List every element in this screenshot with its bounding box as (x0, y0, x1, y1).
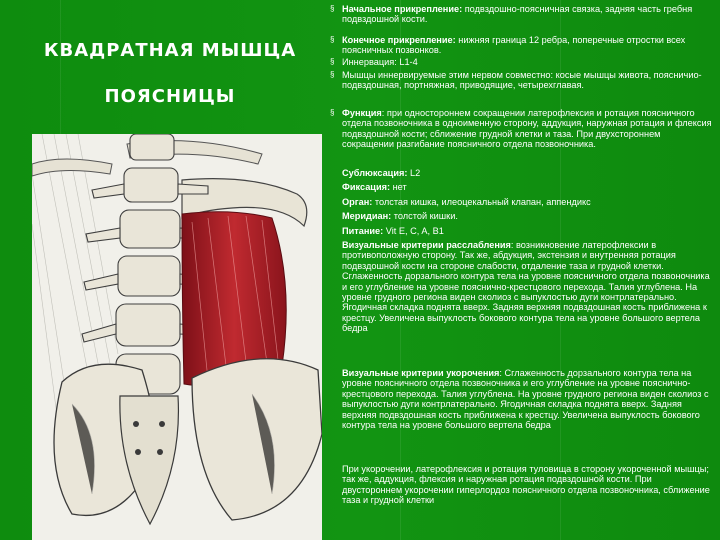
bullet-list (330, 4, 714, 150)
bullet-item (330, 35, 714, 57)
slide-title-line2: ПОЯСНИЦЫ (104, 86, 236, 107)
info-shortening-effects: При укорочении, латерофлексия и ротация туловища в сторону укороченной мышцы; так же, аддукция, флексия и наружная ротация подвздошной кости. При двустороннем укорочении гиперлордоз поясничного отдела позвоночника, сближение таза и грудной клетки (342, 464, 710, 506)
info-fixation: Фиксация: нет (342, 182, 407, 192)
bullet-item (330, 4, 714, 35)
slide-title-line1: КВАДРАТНАЯ МЫШЦА (43, 40, 297, 61)
bullet-item (330, 57, 714, 70)
spine-muscle-drawing (32, 134, 322, 540)
info-meridian: Меридиан: толстой кишки. (342, 211, 458, 221)
square-bullet-icon: § (330, 35, 335, 44)
bullet-text: Иннервация: L1-4 (342, 57, 418, 67)
info-shortening-criteria: Визуальные критерии укорочения: Сглаженность дорзального контура тела на уровне поясничного отдела позвоночника и его углубление на уровне пояснично-крестцового перехода. Талия углублена. На уровне грудного региона виден сколиоз с выпуклостью дуги контрлатерально. Ягодичная складка поднята вверх. Задняя верхняя подвздошная кость приближена к крестцу. Увеличена выпуклость бокового контура тела на уровне большого вертела бедра (342, 368, 709, 431)
bullet-label: Конечное прикрепление: (342, 35, 456, 45)
info-relaxation-criteria: Визуальные критерии расслабления: возникновение латерофлексии в противоположную сторону. Так же, абдукция, экстензия и внутренняя ротация подвздошной кости на стороне слабости, отдаление таза и грудной клетки. Сглаженность дорзального контура тела на уровне поясничного отдела позвоночника и его углубление на уровне пояснично-крестцового перехода. Талия углублена. На уровне грудного региона виден сколиоз с выпуклостью дуги контрлатерально. Ягодичная складка поднята вверх. Задняя верхняя подвздошная кость приближена к крестцу. Увеличена выпуклость бокового контура тела на уровне большого вертела бедра (342, 240, 710, 334)
square-bullet-icon: § (330, 108, 335, 117)
bullet-item (330, 70, 714, 108)
info-organ: Орган: толстая кишка, илеоцекальный клапан, аппендикс (342, 197, 591, 207)
bullet-label: Начальное прикрепление: (342, 4, 463, 14)
description-column (330, 0, 714, 540)
bullet-text: Мышцы иннервируемые этим нервом совместно: косые мышцы живота, поясничио-подвздошная, портняжная, приводящие, четырехглавая. (342, 70, 702, 91)
info-subluxation: Сублюксация: L2 (342, 168, 421, 178)
square-bullet-icon: § (330, 4, 335, 13)
bullet-item (330, 108, 714, 150)
bullet-text: подвздошно-поясничная связка, задняя часть гребня подвздошной кости. (342, 4, 693, 25)
bullet-label: Функция (342, 108, 382, 118)
info-nutrition: Питание: Vit E, C, A, B1 (342, 226, 444, 236)
bullet-text: нижняя граница 12 ребра, поперечные отростки всех поясничных позвонков. (342, 35, 686, 56)
square-bullet-icon: § (330, 70, 335, 79)
square-bullet-icon: § (330, 57, 335, 66)
bullet-text: : при одностороннем сокращении латерофлексия и ротация поясничного отдела позвоночника в одноименную сторону, аддукция, наружная ротация и флексия подвздошной кости; сближение грудной клетки и таза. При двухстороннем сокращении разгибание поясничного отдела позвоночника. (342, 108, 712, 150)
anatomy-illustration (32, 134, 322, 540)
